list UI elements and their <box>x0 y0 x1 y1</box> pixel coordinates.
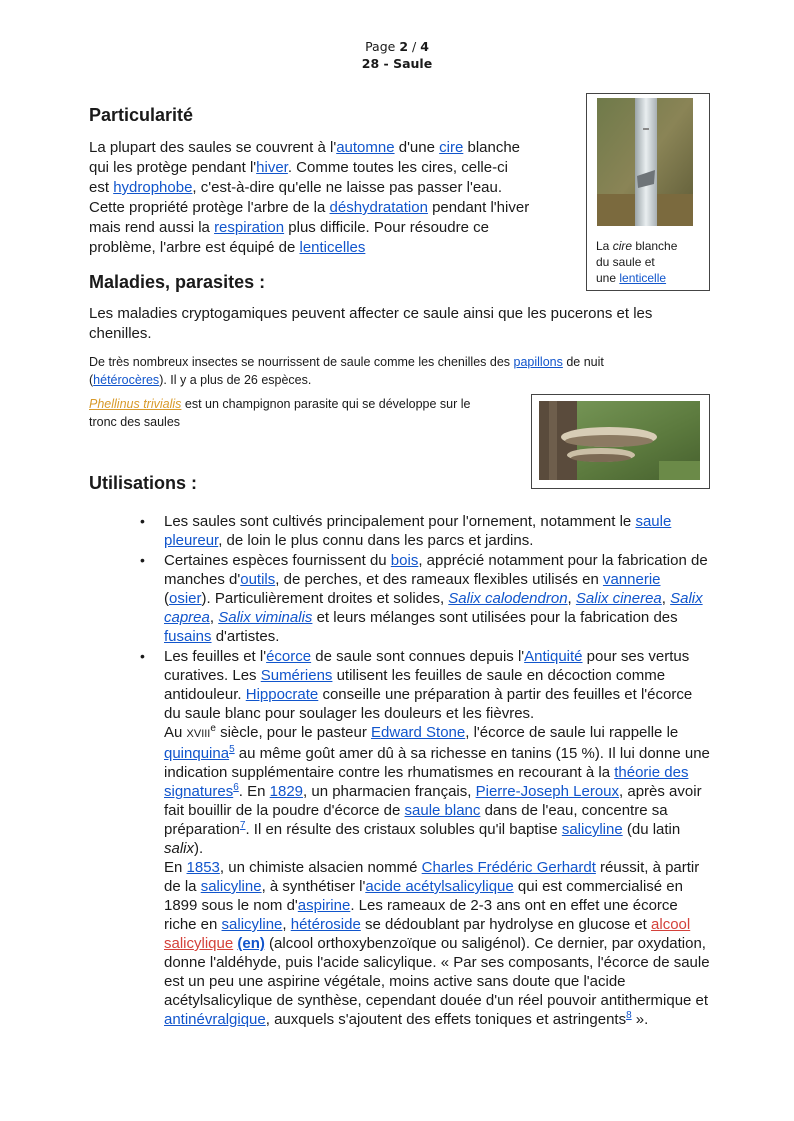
link-hydrophobe[interactable]: hydrophobe <box>113 179 193 196</box>
paragraph-maladies: Les maladies cryptogamiques peuvent affecter ce saule ainsi que les pucerons et les chenilles. <box>89 305 653 342</box>
link-hiver[interactable]: hiver <box>256 159 288 176</box>
link-respiration[interactable]: respiration <box>214 219 285 236</box>
heading-utilisations: Utilisations : <box>89 473 198 493</box>
link-fusains[interactable]: fusains <box>164 628 212 645</box>
figure-bark <box>586 93 710 291</box>
heading-maladies: Maladies, parasites : <box>89 272 266 292</box>
link-hippocrate[interactable]: Hippocrate <box>245 686 319 703</box>
document-title: 28 - Saule <box>361 56 433 71</box>
link-heteroside[interactable]: hétéroside <box>290 916 361 933</box>
link-saule-pleureur[interactable]: saule pleureur <box>164 513 672 549</box>
list-item: • Les saules sont cultivés principalement pour l'ornement, notamment le saule pleureur, de loin le plus connu dans les parcs et jardins. <box>140 512 710 550</box>
paragraph-phellinus: Phellinus trivialis est un champignon parasite qui se développe sur le tronc des saules <box>89 397 471 429</box>
footnote-6[interactable]: 6 <box>233 782 239 793</box>
link-salicyline[interactable]: salicyline <box>561 821 623 838</box>
list-item: • Certaines espèces fournissent du bois, apprécié notamment pour la fabrication de manches d'outils, de perches, et des rameaux flexibles utilisés en vannerie (osier). Particulièrement droites et solides, Salix calodendron, Salix cinerea, Salix caprea, Salix viminalis et leurs mélanges sont utilisées pour la fabrication des fusains d'artistes. <box>140 551 710 646</box>
link-salicyline-2[interactable]: salicyline <box>200 878 262 895</box>
link-salicyline-3[interactable]: salicyline <box>221 916 283 933</box>
figure-fungus <box>531 394 710 489</box>
footnote-5[interactable]: 5 <box>229 744 235 755</box>
link-salix-calodendron[interactable]: Salix calodendron <box>448 590 568 607</box>
link-outils[interactable]: outils <box>240 571 276 588</box>
link-salix-caprea[interactable]: Salix caprea <box>164 590 703 626</box>
link-lenticelles[interactable]: lenticelles <box>299 239 366 256</box>
footnote-7[interactable]: 7 <box>239 820 246 831</box>
paragraph-particularite: La plupart des saules se couvrent à l'automne d'une cire blanche qui les protège pendant l'hiver. Comme toutes les cires, celle-ci est hydrophobe, c'est-à-dire qu'elle ne laisse pas passer l'eau. Cette propriété protège l'arbre de la déshydratation pendant l'hiver mais rend aussi la respiration plus difficile. Pour résoudre ce problème, l'arbre est équipé de lenticelles <box>89 139 530 256</box>
page-number: Page 2 / 4 <box>365 39 429 54</box>
link-antiquite[interactable]: Antiquité <box>524 648 583 665</box>
figure-caption: La cire blanche du saule et une lenticelle <box>596 239 678 285</box>
paragraph-insectes: De très nombreux insectes se nourrissent de saule comme les chenilles des papillons de nuit (hétérocères). Il y a plus de 26 espèces. <box>89 355 604 387</box>
link-automne[interactable]: automne <box>336 139 395 156</box>
link-saule-blanc[interactable]: saule blanc <box>404 802 481 819</box>
link-1853[interactable]: 1853 <box>186 859 220 876</box>
heading-particularite: Particularité <box>89 105 194 125</box>
link-edward-stone[interactable]: Edward Stone <box>371 724 466 741</box>
link-salix-viminalis[interactable]: Salix viminalis <box>218 609 313 626</box>
link-ecorce[interactable]: écorce <box>266 648 312 665</box>
link-papillons[interactable]: papillons <box>513 355 563 369</box>
link-alcool-salicylique[interactable]: alcool salicylique <box>164 916 691 952</box>
link-pierre-joseph-leroux[interactable]: Pierre-Joseph Leroux <box>475 783 620 800</box>
link-1829[interactable]: 1829 <box>269 783 304 800</box>
list-item: • Les feuilles et l'écorce de saule sont connues depuis l'Antiquité pour ses vertus curatives. Les Sumériens utilisent les feuilles de saule en décoction comme antidouleur. Hippocrate conseille une préparation à partir des feuilles et l'écorce du saule blanc pour soulager les douleurs et les fièvres. Au XVIIIe siècle, pour le pasteur Edward Stone, l'écorce de saule lui rappelle le quinquina$^5$ au même goût amer dû à sa richesse en tanins (15 %). Il lui donne une indication supplémentaire contre les rhumatismes en recourant à la théorie des signatures$^6$. En 1829, un pharmacien français, Pierre-Joseph Leroux, après avoir fait bouillir de la poudre d'écorce de saule blanc dans de l'eau, concentre sa préparation$^7$. Il en résulte des cristaux solubles qu'il baptise salicyline (du latin salix). En 1853, un chimiste alsacien nommé Charles Frédéric Gerhardt réussit, à partir de la salicyline, à synthétiser l'acide acétylsalicylique qui est commercialisé en 1899 sous le nom d'aspirine. Les rameaux de 2-3 ans ont en effet une écorce riche en salicyline, hétéroside se dédoublant par hydrolyse en glucose et alcool salicylique (en) (alcool orthoxybenzoïque ou saligénol). Ce dernier, par oxydation, donne l'aldéhyde, puis l'acide salicylique. « Par ses composants, l'écorce de saule est un peu une aspirine végétale, moins active sans doute que l'acide acétylsalicylique de synthèse, cependant douée d'un réel pouvoir antithermique et antinévralgique, auxquels s'ajoutent des effets toniques et astringents$^8$ ». <box>140 647 710 1029</box>
link-osier[interactable]: osier <box>169 590 202 607</box>
link-phellinus-trivialis[interactable]: Phellinus trivialis <box>89 397 182 411</box>
link-bois[interactable]: bois <box>390 552 419 569</box>
bark-photo <box>597 98 693 226</box>
link-acide-acetylsalicylique[interactable]: acide acétylsalicylique <box>365 878 514 895</box>
link-vannerie[interactable]: vannerie <box>602 571 661 588</box>
page-header <box>0 38 794 72</box>
link-cire[interactable]: cire <box>439 139 464 156</box>
link-antinevralgique[interactable]: antinévralgique <box>164 1011 266 1028</box>
link-quinquina[interactable]: quinquina <box>164 745 230 762</box>
link-salix-cinerea[interactable]: Salix cinerea <box>575 590 662 607</box>
link-deshydratation[interactable]: déshydratation <box>329 199 428 216</box>
link-heteroceres[interactable]: hétérocères <box>93 373 160 387</box>
link-aspirine[interactable]: aspirine <box>297 897 351 914</box>
link-charles-frederic-gerhardt[interactable]: Charles Frédéric Gerhardt <box>421 859 596 876</box>
link-en[interactable]: (en) <box>237 935 265 952</box>
link-sumeriens[interactable]: Sumériens <box>260 667 333 684</box>
footnote-8[interactable]: 8 <box>626 1010 632 1021</box>
link-theorie-des-signatures[interactable]: théorie des signatures <box>164 764 689 800</box>
link-lenticelle[interactable]: lenticelle <box>619 271 667 285</box>
fungus-photo <box>539 401 700 480</box>
utilisations-list <box>140 512 710 1030</box>
